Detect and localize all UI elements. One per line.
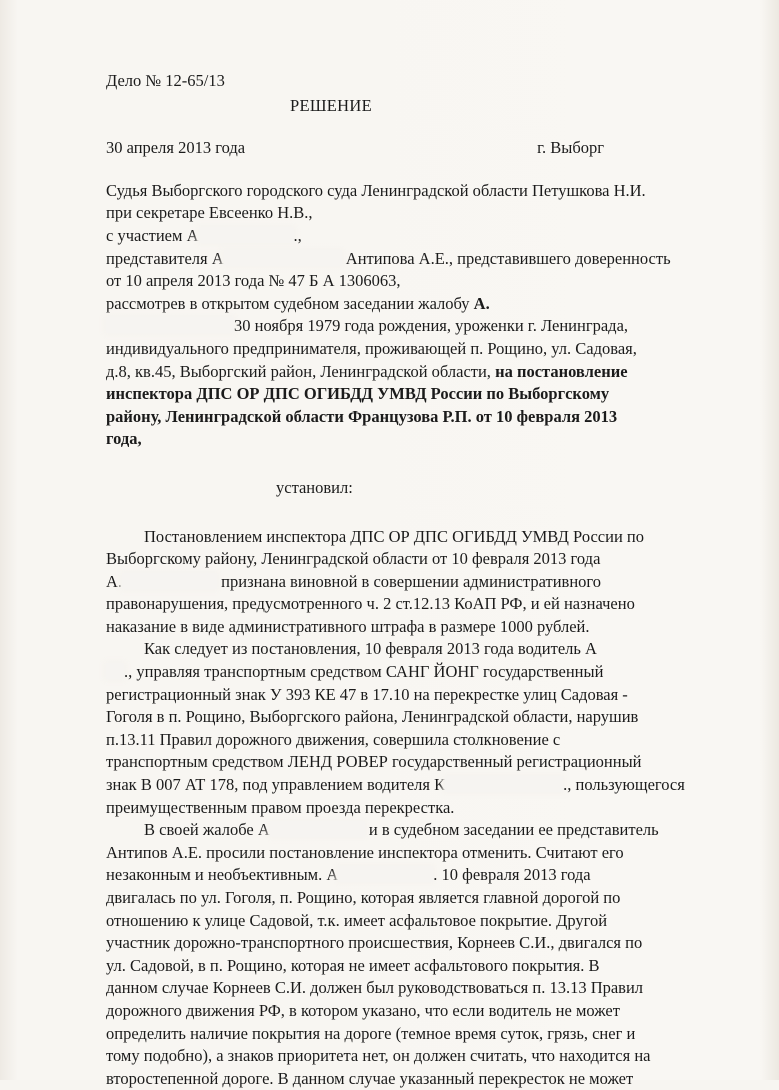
body-text: незаконным и необъективным. А: [106, 865, 339, 885]
body-line: [106, 571, 689, 594]
redaction: [338, 866, 433, 882]
body-line: отношению к улице Садовой, т.к. имеет асфальтовое покрытие. Другой: [106, 910, 608, 930]
intro-block: [106, 180, 689, 451]
intro-text: .,: [293, 225, 302, 245]
body-line: преимущественным правом проезда перекрестка.: [106, 797, 455, 817]
body-paragraph-3: [106, 819, 689, 1090]
intro-line: при секретаре Евсеенко Н.В.,: [106, 203, 313, 223]
intro-text: с участием А: [106, 225, 199, 245]
body-line: Антипов А.Е. просили постановление инспектора отменить. Считают его: [106, 842, 624, 862]
intro-line: району, Ленинградской области Французова Р.П. от 10 февраля 2013: [106, 406, 618, 426]
body-line: данном случае Корнеев С.И. должен был руководствоваться п. 13.13 Правил: [106, 978, 644, 998]
document-title: РЕШЕНИЕ: [290, 95, 372, 115]
body-line: определить наличие покрытия на дороге (темное время суток, грязь, снег и: [106, 1023, 636, 1043]
case-number: Дело № 12-65/13: [106, 71, 225, 90]
body-text: А.: [106, 571, 123, 591]
section-heading: установил:: [276, 477, 353, 497]
intro-text: д.8, кв.45, Выборгский район, Ленинградской области,: [106, 361, 491, 381]
intro-text: А.: [473, 293, 490, 313]
date-location-row: [106, 137, 604, 160]
body-line: п.13.11 Правил дорожного движения, совершила столкновение с: [106, 729, 561, 749]
body-paragraph-1: [106, 526, 689, 639]
body-line: двигалась по ул. Гоголя, п. Рощино, которая является главной дорогой по: [106, 888, 621, 907]
intro-text: представителя А: [106, 248, 224, 268]
intro-line: [106, 248, 689, 271]
redaction: [445, 776, 563, 792]
body-line: [106, 661, 689, 684]
redaction: [270, 821, 365, 837]
body-text: ., пользующегося: [563, 775, 685, 795]
body-line: Гоголя в п. Рощино, Выборгского района, Ленинградской области, нарушив: [106, 707, 639, 727]
body-line: [106, 774, 689, 797]
body-line: регистрационный знак У 393 КЕ 47 в 17.10 на перекрестке улиц Садовая -: [106, 684, 628, 704]
body-line: Постановлением инспектора ДПС ОР ДПС ОГИБДД УМВД России по: [144, 526, 644, 546]
intro-text: на постановление: [495, 361, 628, 381]
redaction: [122, 573, 217, 589]
intro-line: [106, 315, 689, 338]
body-text: и в судебном заседании ее представитель: [368, 820, 659, 840]
intro-text: рассмотрев в открытом судебном заседании жалобу: [106, 293, 470, 313]
intro-line: [106, 293, 689, 316]
intro-text: Антипова А.Е., представившего доверенность: [345, 248, 671, 268]
body-text: знак В 007 АТ 178, под управлением водителя К: [106, 775, 446, 795]
body-line: транспортным средством ЛЕНД РОВЕР государственный регистрационный: [106, 752, 642, 772]
body-line: [106, 819, 689, 842]
intro-line: от 10 апреля 2013 года № 47 Б А 1306063,: [106, 271, 401, 291]
decision-date: 30 апреля 2013 года: [106, 138, 246, 158]
body-line: правонарушения, предусмотренного ч. 2 ст.12.13 КоАП РФ, и ей назначено: [106, 594, 635, 614]
body-text: . 10 февраля 2013 года: [433, 865, 591, 885]
body-line: дорожного движения РФ, в котором указано, что если водитель не может: [106, 1000, 620, 1020]
redaction: [224, 250, 342, 266]
body-text: В своей жалобе А: [144, 820, 270, 840]
redaction: [106, 663, 124, 679]
redaction: [106, 317, 234, 333]
body-line: ул. Садовой, в п. Рощино, которая не имеет асфальтового покрытия. В: [106, 955, 600, 975]
redaction: [199, 227, 294, 243]
body-line: второстепенной дороге. В данном случае указанный перекресток не может: [106, 1068, 634, 1088]
body-text: признана виновной в совершении административного: [221, 571, 602, 591]
intro-line: Судья Выборгского городского суда Ленинградской области Петушкова Н.И.: [106, 180, 646, 200]
intro-line: [106, 361, 689, 384]
intro-line: года,: [106, 429, 142, 449]
decision-city: г. Выборг: [537, 138, 604, 158]
body-line: [106, 864, 689, 887]
body-line: тому подобно), а знаков приоритета нет, он должен считать, что находится на: [106, 1046, 651, 1066]
intro-line: инспектора ДПС ОР ДПС ОГИБДД УМВД России по Выборгскому: [106, 384, 610, 404]
body-text: ., управляя транспортным средством САНГ ЙОНГ государственный: [124, 662, 604, 682]
spacer: [106, 451, 689, 477]
body-line: Выборгскому району, Ленинградской области от 10 февраля 2013 года: [106, 549, 601, 569]
intro-text: 30 ноября 1979 года рождения, уроженки г. Ленинграда,: [234, 316, 629, 336]
body-line: Как следует из постановления, 10 февраля 2013 года водитель А: [144, 639, 597, 659]
body-line: участник дорожно-транспортного происшествия, Корнеев С.И., двигался по: [106, 933, 643, 953]
intro-line: [106, 225, 689, 248]
intro-line: индивидуального предпринимателя, проживающей п. Рощино, ул. Садовая,: [106, 338, 637, 358]
body-paragraph-2: [106, 638, 689, 819]
body-line: наказание в виде административного штрафа в размере 1000 рублей.: [106, 616, 590, 636]
